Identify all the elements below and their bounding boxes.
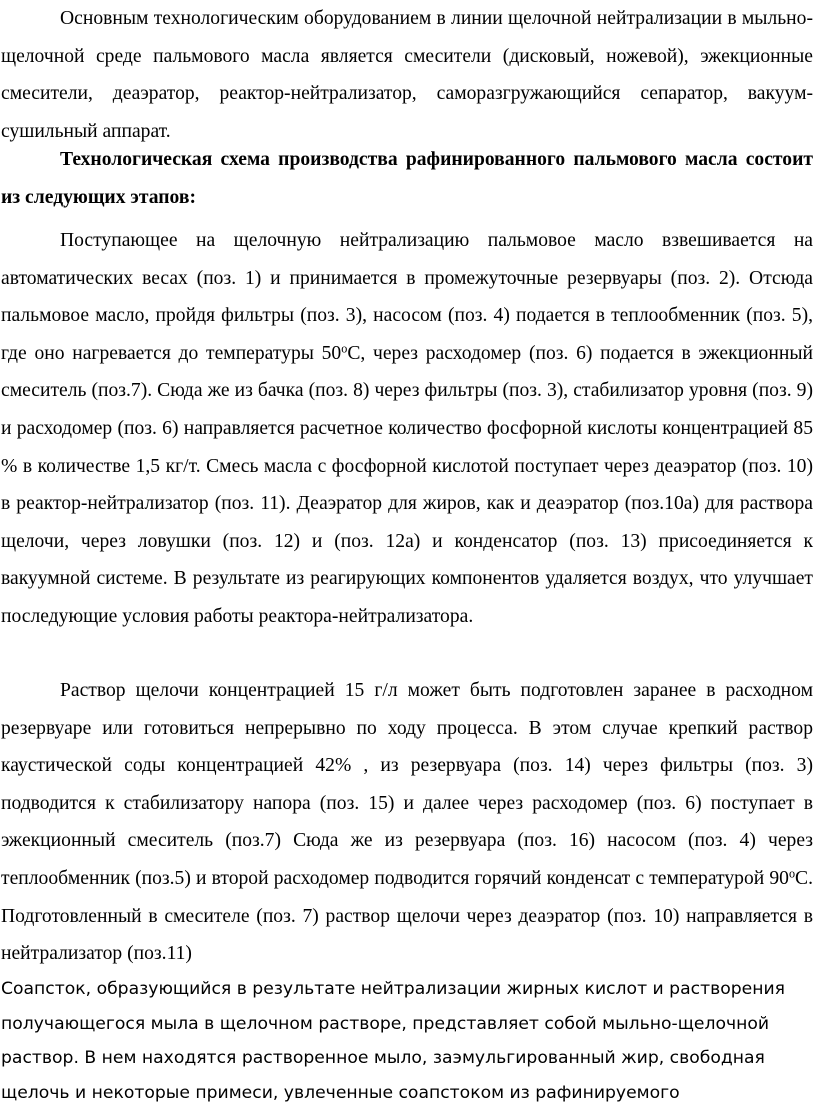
degree-sign: o xyxy=(788,866,796,881)
paragraph-soapstock: Соапсток, образующийся в результате нейтрализации жирных кислот и растворения получающегося мыла в щелочном растворе, представляет собой мыльно-щелочной раствор. В нем находятся растворенное мыло, заэмульгированный жир, свободная щелочь и некоторые примеси, увлеченные соапстоком из рафинируемого xyxy=(1,979,785,1103)
degree-sign: o xyxy=(341,341,348,356)
paragraph-alkali-solution xyxy=(1,672,815,973)
paragraph-alkali-solution-text-b: С. Подготовленный в смесителе (поз. 7) раствор щелочи через деаэратор (поз. 10) направляется в нейтрализатор (поз.11) xyxy=(1,867,813,965)
paragraph-process-scheme-text-b: С, через расходомер (поз. 6) подается в эжекционный смеситель (поз.7). Сюда же из бачка (поз. 8) через фильтры (поз. 3), стабилизатор уровня (поз. 9) и расходомер (поз. 6) направляется расчетное количество фосфорной кислоты концентрацией 85 % в количестве 1,5 кг/т. Смесь масла с фосфорной кислотой поступает через деаэратор (поз. 10) в реактор-нейтрализатор (поз. 11). Деаэратор для жиров, как и деаэратор (поз.10а) для раствора щелочи, через ловушки (поз. 12) и (поз. 12а) и конденсатор (поз. 13) присоединяется к вакуумной системе. В результате из реагирующих компонентов удаляется воздух, что улучшает последующие условия работы реактора-нейтрализатора. xyxy=(1,342,813,627)
paragraph-alkali-solution-text-a: Раствор щелочи концентрацией 15 г/л может быть подготовлен заранее в расходном резервуаре или готовиться непрерывно по ходу процесса. В этом случае крепкий раствор каустической соды концентрацией 42% , из резервуара (поз. 14) через фильтры (поз. 3) подводится к стабилизатору напора (поз. 15) и далее через расходомер (поз. 6) поступает в эжекционный смеситель (поз.7) Сюда же из резервуара (поз. 16) насосом (поз. 4) через теплообменник (поз.5) и второй расходомер подводится горячий конденсат с температурой 90 xyxy=(1,680,813,889)
paragraph-equipment: Основным технологическим оборудованием в линии щелочной нейтрализации в мыльно-щелочной среде пальмового масла является смесители (дисковый, ножевой), эжекционные смесители, деаэратор, реактор-нейтрализатор, саморазгружающийся сепаратор, вакуум-сушильный аппарат. xyxy=(1,8,813,142)
paragraph-process-scheme xyxy=(1,222,815,636)
paragraph-process-scheme-text-a: Поступающее на щелочную нейтрализацию пальмовое масло взвешивается на автоматических весах (поз. 1) и принимается в промежуточные резервуары (поз. 2). Отсюда пальмовое масло, пройдя фильтры (поз. 3), насосом (поз. 4) подается в теплообменник (поз. 5), где оно нагревается до температуры 50 xyxy=(1,230,813,364)
section-heading: Технологическая схема производства рафинированного пальмового масла состоит из следующих этапов: xyxy=(1,149,813,208)
